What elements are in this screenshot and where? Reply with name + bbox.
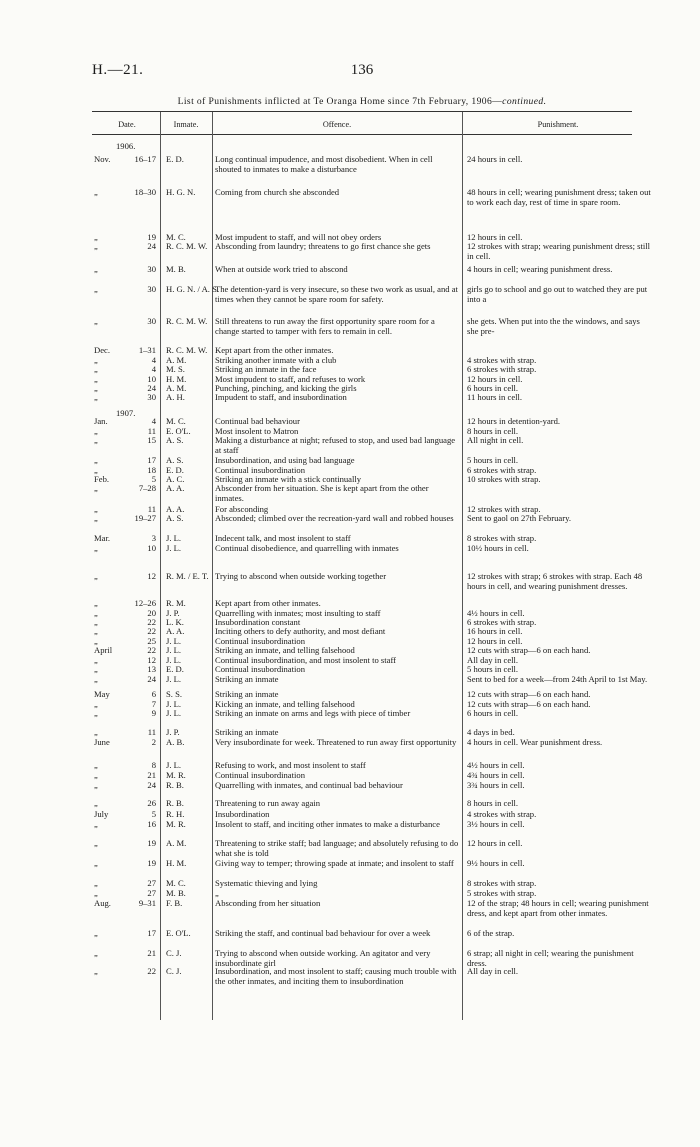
row-inmate: M. B. [166, 888, 186, 898]
row-month: May [94, 689, 110, 699]
row-inmate: J. L. [166, 645, 182, 655]
row-offence: Inciting others to defy authority, and most defiant [215, 626, 386, 636]
row-punishment: 5 hours in cell. [467, 664, 519, 674]
row-punishment: 3½ hours in cell. [467, 819, 525, 829]
year-1906: 1906. [116, 141, 136, 151]
row-month: „ [94, 426, 98, 436]
row-month: „ [94, 727, 98, 737]
row-month: „ [94, 543, 98, 553]
page-number: 136 [350, 62, 374, 78]
row-month: „ [94, 316, 98, 326]
row-punishment: 12 hours in cell. [467, 838, 523, 848]
row-inmate: H. M. [166, 374, 187, 384]
row-offence: Continual disobedience, and quarrelling with inmates [215, 543, 399, 553]
row-month: „ [94, 392, 98, 402]
row-punishment: 4 hours in cell; wearing punishment dress. [467, 264, 613, 274]
row-offence: For absconding [215, 504, 269, 514]
row-inmate: J. L. [166, 543, 182, 553]
row-inmate: M. C. [166, 232, 186, 242]
row-month: „ [94, 636, 98, 646]
row-day: 15 [147, 435, 156, 445]
row-month: „ [94, 355, 98, 365]
row-offence: Making a disturbance at night; refused to stop, and used bad language at staff [215, 435, 456, 455]
row-offence: Striking an inmate on arms and legs with piece of timber [215, 708, 411, 718]
row-punishment: 8 strokes with strap. [467, 533, 537, 543]
row-offence: Most insolent to Matron [215, 426, 299, 436]
row-month: „ [94, 664, 98, 674]
row-punishment: 12 cuts with strap—6 on each hand. [467, 699, 591, 709]
title-continued: continued. [502, 96, 547, 107]
row-inmate: R. C. M. W. [166, 345, 208, 355]
row-day: 22 [147, 966, 156, 976]
row-day: 8 [151, 760, 156, 770]
row-punishment: 6 hours in cell. [467, 708, 519, 718]
row-month: „ [94, 626, 98, 636]
row-inmate: H. G. N. / A. S. [166, 284, 220, 294]
row-offence: Still threatens to run away the first opportunity spare room for a change started to tamper with fers to remain in cell. [215, 316, 435, 336]
row-day: 17 [147, 455, 156, 465]
row-offence: Kept apart from the other inmates. [215, 345, 334, 355]
row-punishment: 12 hours in cell. [467, 636, 523, 646]
row-offence: Striking an inmate, and telling falsehood [215, 645, 355, 655]
row-day: 21 [147, 948, 156, 958]
row-day: 26 [147, 798, 156, 808]
row-day: 24 [147, 674, 156, 684]
row-inmate: C. J. [166, 966, 182, 976]
row-inmate: R. M. [166, 598, 186, 608]
row-offence: Threatening to run away again [215, 798, 320, 808]
row-inmate: J. L. [166, 636, 182, 646]
row-inmate: E. D. [166, 664, 184, 674]
row-inmate: A. M. [166, 383, 187, 393]
row-day: 12–26 [134, 598, 156, 608]
row-inmate: M. S. [166, 364, 185, 374]
col-punishment: Punishment. [537, 120, 579, 129]
row-day: 19 [147, 838, 156, 848]
row-punishment: 4½ hours in cell. [467, 760, 525, 770]
row-offence: Systematic thieving and lying [215, 878, 318, 888]
row-day: 27 [147, 888, 156, 898]
col-date: Date. [118, 120, 136, 129]
row-punishment: 4½ hours in cell. [467, 608, 525, 618]
row-day: 24 [147, 383, 156, 393]
row-offence: Threatening to strike staff; bad language; and absolutely refusing to do what she is told [215, 838, 459, 858]
row-punishment: 4¾ hours in cell. [467, 770, 525, 780]
row-offence: Continual insubordination [215, 636, 305, 646]
row-day: 7 [151, 699, 156, 709]
row-month: „ [94, 435, 98, 445]
row-day: 16–17 [134, 154, 156, 164]
row-day: 24 [147, 780, 156, 790]
row-punishment: 6 strap; all night in cell; wearing the punishment dress. [467, 948, 634, 968]
row-inmate: E. D. [166, 154, 184, 164]
row-offence: Impudent to staff, and insubordination [215, 392, 347, 402]
row-month: Dec. [94, 345, 110, 355]
row-offence: Striking an inmate with a stick continually [215, 474, 362, 484]
row-offence: „ [215, 888, 219, 898]
row-month: „ [94, 383, 98, 393]
row-month: „ [94, 878, 98, 888]
row-inmate: J. L. [166, 655, 182, 665]
row-day: 7–28 [138, 483, 156, 493]
row-inmate: R. C. M. W. [166, 241, 208, 251]
row-inmate: M. C. [166, 878, 186, 888]
row-day: 22 [147, 626, 156, 636]
row-punishment: All day in cell. [467, 655, 519, 665]
row-inmate: J. L. [166, 699, 182, 709]
row-offence: Insubordination constant [215, 617, 301, 627]
row-month: „ [94, 770, 98, 780]
row-day: 27 [147, 878, 156, 888]
row-punishment: 6 hours in cell. [467, 383, 519, 393]
row-punishment: 48 hours in cell; wearing punishment dress; taken out to work each day, rest of time in spare room. [467, 187, 651, 207]
row-punishment: 6 strokes with strap. [467, 465, 537, 475]
row-inmate: A. C. [166, 474, 185, 484]
row-month: „ [94, 708, 98, 718]
row-inmate: J. P. [166, 608, 180, 618]
row-month: „ [94, 483, 98, 493]
row-day: 1–31 [138, 345, 156, 355]
row-punishment: 8 hours in cell. [467, 798, 519, 808]
row-month: „ [94, 888, 98, 898]
row-day: 19 [147, 858, 156, 868]
row-punishment: 6 of the strap. [467, 928, 515, 938]
row-month: „ [94, 617, 98, 627]
row-offence: Most impudent to staff, and refuses to work [215, 374, 366, 384]
row-inmate: R. B. [166, 780, 184, 790]
row-inmate: J. L. [166, 674, 182, 684]
row-punishment: she gets. When put into the the windows, and says she pre- [467, 316, 640, 336]
row-day: 10 [147, 374, 156, 384]
row-day: 30 [147, 284, 156, 294]
row-inmate: L. K. [166, 617, 184, 627]
row-day: 22 [147, 645, 156, 655]
row-month: „ [94, 187, 98, 197]
row-inmate: R. H. [166, 809, 185, 819]
row-inmate: M. R. [166, 770, 186, 780]
row-offence: Most impudent to staff, and will not obey orders [215, 232, 382, 242]
row-day: 30 [147, 392, 156, 402]
row-inmate: M. C. [166, 416, 186, 426]
row-day: 19–27 [134, 513, 156, 523]
row-punishment: 8 hours in cell. [467, 426, 519, 436]
row-day: 5 [151, 809, 156, 819]
row-punishment: 5 strokes with strap. [467, 888, 537, 898]
row-inmate: R. C. M. W. [166, 316, 208, 326]
row-offence: Trying to abscond when outside working. An agitator and very insubordinate girl [215, 948, 431, 968]
row-day: 12 [147, 655, 156, 665]
row-offence: The detention-yard is very insecure, so these two work as usual, and at times when they cannot be spare room for safety. [215, 284, 458, 304]
row-offence: Striking the staff, and continual bad behaviour for over a week [215, 928, 431, 938]
row-day: 11 [147, 727, 156, 737]
row-punishment: 3¾ hours in cell. [467, 780, 525, 790]
row-inmate: J. L. [166, 760, 182, 770]
row-offence: Continual bad behaviour [215, 416, 300, 426]
row-offence: Indecent talk, and most insolent to staff [215, 533, 351, 543]
row-offence: Continual insubordination [215, 770, 305, 780]
row-day: 11 [147, 426, 156, 436]
row-offence: Insubordination [215, 809, 270, 819]
row-offence: Quarrelling with inmates, and continual bad behaviour [215, 780, 403, 790]
row-day: 24 [147, 241, 156, 251]
row-month: „ [94, 264, 98, 274]
row-offence: Insubordination, and most insolent to staff; causing much trouble with the other inmates, and inciting them to insubordination [215, 966, 457, 986]
row-day: 10 [147, 543, 156, 553]
row-punishment: 10½ hours in cell. [467, 543, 529, 553]
row-offence: Giving way to temper; throwing spade at inmate; and insolent to staff [215, 858, 454, 868]
row-offence: Quarrelling with inmates; most insulting to staff [215, 608, 381, 618]
row-punishment: 4 days in bed. [467, 727, 515, 737]
row-month: „ [94, 608, 98, 618]
row-inmate: A. A. [166, 626, 185, 636]
row-inmate: R. M. / E. T. [166, 571, 209, 581]
row-punishment: 12 strokes with strap; wearing punishment dress; still in cell. [467, 241, 651, 261]
row-offence: Continual insubordination, and most insolent to staff [215, 655, 397, 665]
row-month: „ [94, 284, 98, 294]
row-month: Feb. [94, 474, 110, 484]
row-punishment: 11 hours in cell. [467, 392, 523, 402]
row-punishment: Sent to gaol on 27th February. [467, 513, 571, 523]
row-day: 6 [151, 689, 156, 699]
document-reference: H.—21. [92, 62, 144, 78]
row-offence: Striking an inmate [215, 674, 279, 684]
row-day: 18 [147, 465, 156, 475]
row-offence: Absconding from laundry; threatens to go first chance she gets [215, 241, 431, 251]
row-offence: Long continual impudence, and most disobedient. When in cell shouted to inmates to make a disturbance [215, 154, 433, 174]
row-inmate: F. B. [166, 898, 183, 908]
row-punishment: 10 strokes with strap. [467, 474, 541, 484]
row-punishment: 6 strokes with strap. [467, 364, 537, 374]
row-punishment: All day in cell. [467, 966, 519, 976]
row-inmate: A. A. [166, 504, 185, 514]
row-offence: Refusing to work, and most insolent to staff [215, 760, 366, 770]
row-punishment: 16 hours in cell. [467, 626, 523, 636]
row-offence: Punching, pinching, and kicking the girls [215, 383, 357, 393]
row-punishment: 12 hours in detention-yard. [467, 416, 561, 426]
row-month: „ [94, 455, 98, 465]
row-day: 3 [151, 533, 156, 543]
row-month: „ [94, 838, 98, 848]
row-punishment: 4 strokes with strap. [467, 355, 537, 365]
row-punishment: 6 strokes with strap. [467, 617, 537, 627]
row-offence: Insubordination, and using bad language [215, 455, 355, 465]
row-month: June [94, 737, 110, 747]
row-day: 21 [147, 770, 156, 780]
row-day: 2 [151, 737, 156, 747]
row-punishment: 5 hours in cell. [467, 455, 519, 465]
row-inmate: A. M. [166, 355, 187, 365]
row-month: „ [94, 241, 98, 251]
title-text: List of Punishments inflicted at Te Oranga Home since 7th February, 1906— [177, 96, 503, 107]
row-month: „ [94, 364, 98, 374]
row-month: „ [94, 966, 98, 976]
row-inmate: S. S. [166, 689, 183, 699]
row-month: „ [94, 798, 98, 808]
row-month: „ [94, 598, 98, 608]
row-offence: Trying to abscond when outside working together [215, 571, 387, 581]
row-offence: Absconder from her situation. She is kept apart from the other inmates. [215, 483, 429, 503]
row-inmate: J. P. [166, 727, 180, 737]
row-punishment: 12 strokes with strap. [467, 504, 541, 514]
col-inmate: Inmate. [173, 120, 199, 129]
row-offence: Striking an inmate [215, 689, 279, 699]
row-punishment: 12 hours in cell. [467, 232, 523, 242]
row-offence: Coming from church she absconded [215, 187, 340, 197]
row-month: Aug. [94, 898, 111, 908]
row-offence: Striking an inmate [215, 727, 279, 737]
row-offence: Insolent to staff, and inciting other inmates to make a disturbance [215, 819, 440, 829]
row-day: 11 [147, 504, 156, 514]
row-month: „ [94, 699, 98, 709]
row-punishment: 8 strokes with strap. [467, 878, 537, 888]
row-day: 4 [151, 364, 156, 374]
row-day: 19 [147, 232, 156, 242]
row-day: 30 [147, 264, 156, 274]
row-month: „ [94, 513, 98, 523]
row-offence: Continual insubordination [215, 664, 305, 674]
row-offence: Striking another inmate with a club [215, 355, 337, 365]
row-inmate: E. O'L. [166, 928, 191, 938]
row-day: 17 [147, 928, 156, 938]
row-day: 9–31 [138, 898, 156, 908]
row-month: „ [94, 374, 98, 384]
row-month: July [94, 809, 109, 819]
row-month: „ [94, 465, 98, 475]
row-month: Jan. [94, 416, 108, 426]
row-day: 4 [151, 416, 156, 426]
row-punishment: Sent to bed for a week—from 24th April to 1st May. [467, 674, 648, 684]
row-day: 4 [151, 355, 156, 365]
row-month: Nov. [94, 154, 111, 164]
row-offence: Very insubordinate for week. Threatened to run away first opportunity [215, 737, 457, 747]
row-month: „ [94, 948, 98, 958]
row-month: „ [94, 819, 98, 829]
year-1907: 1907. [116, 408, 136, 418]
row-month: „ [94, 858, 98, 868]
row-punishment: 4 hours in cell. Wear punishment dress. [467, 737, 603, 747]
row-day: 9 [151, 708, 156, 718]
row-inmate: H. M. [166, 858, 187, 868]
row-inmate: M. R. [166, 819, 186, 829]
row-inmate: A. A. [166, 483, 185, 493]
row-offence: Absconded; climbed over the recreation-yard wall and robbed houses [215, 513, 454, 523]
row-punishment: 12 cuts with strap—6 on each hand. [467, 645, 591, 655]
row-day: 25 [147, 636, 156, 646]
row-punishment: girls go to school and go out to watched they are put into a [467, 284, 648, 304]
row-month: „ [94, 232, 98, 242]
row-inmate: E. D. [166, 465, 184, 475]
col-offence: Offence. [322, 120, 352, 129]
row-month: April [94, 645, 113, 655]
row-punishment: 12 hours in cell. [467, 374, 523, 384]
row-month: „ [94, 504, 98, 514]
row-day: 16 [147, 819, 156, 829]
row-inmate: A. S. [166, 455, 184, 465]
row-day: 13 [147, 664, 156, 674]
row-day: 22 [147, 617, 156, 627]
row-inmate: A. M. [166, 838, 187, 848]
row-offence: Kicking an inmate, and telling falsehood [215, 699, 355, 709]
row-day: 20 [147, 608, 156, 618]
row-inmate: C. J. [166, 948, 182, 958]
row-offence: Striking an inmate in the face [215, 364, 317, 374]
row-inmate: M. B. [166, 264, 186, 274]
row-punishment: 9½ hours in cell. [467, 858, 525, 868]
row-inmate: A. S. [166, 435, 184, 445]
row-punishment: 12 strokes with strap; 6 strokes with strap. Each 48 hours in cell, and wearing punishment dresses. [467, 571, 643, 591]
row-inmate: A. H. [166, 392, 185, 402]
row-inmate: A. B. [166, 737, 185, 747]
row-punishment: All night in cell. [467, 435, 524, 445]
row-offence: Continual insubordination [215, 465, 305, 475]
row-month: „ [94, 928, 98, 938]
row-offence: When at outside work tried to abscond [215, 264, 348, 274]
row-punishment: 12 of the strap; 48 hours in cell; wearing punishment dress, and kept apart from other inmates. [467, 898, 649, 918]
row-month: Mar. [94, 533, 110, 543]
row-inmate: E. O'L. [166, 426, 191, 436]
row-day: 5 [151, 474, 156, 484]
row-inmate: J. L. [166, 708, 182, 718]
row-inmate: J. L. [166, 533, 182, 543]
row-inmate: A. S. [166, 513, 184, 523]
row-month: „ [94, 571, 98, 581]
row-day: 12 [147, 571, 156, 581]
row-offence: Absconding from her situation [215, 898, 321, 908]
row-month: „ [94, 760, 98, 770]
row-month: „ [94, 674, 98, 684]
row-day: 30 [147, 316, 156, 326]
row-month: „ [94, 655, 98, 665]
row-punishment: 24 hours in cell. [467, 154, 523, 164]
row-inmate: R. B. [166, 798, 184, 808]
row-punishment: 12 cuts with strap—6 on each hand. [467, 689, 591, 699]
row-offence: Kept apart from other inmates. [215, 598, 321, 608]
row-inmate: H. G. N. [166, 187, 196, 197]
row-day: 18–30 [134, 187, 156, 197]
row-punishment: 4 strokes with strap. [467, 809, 537, 819]
row-month: „ [94, 780, 98, 790]
